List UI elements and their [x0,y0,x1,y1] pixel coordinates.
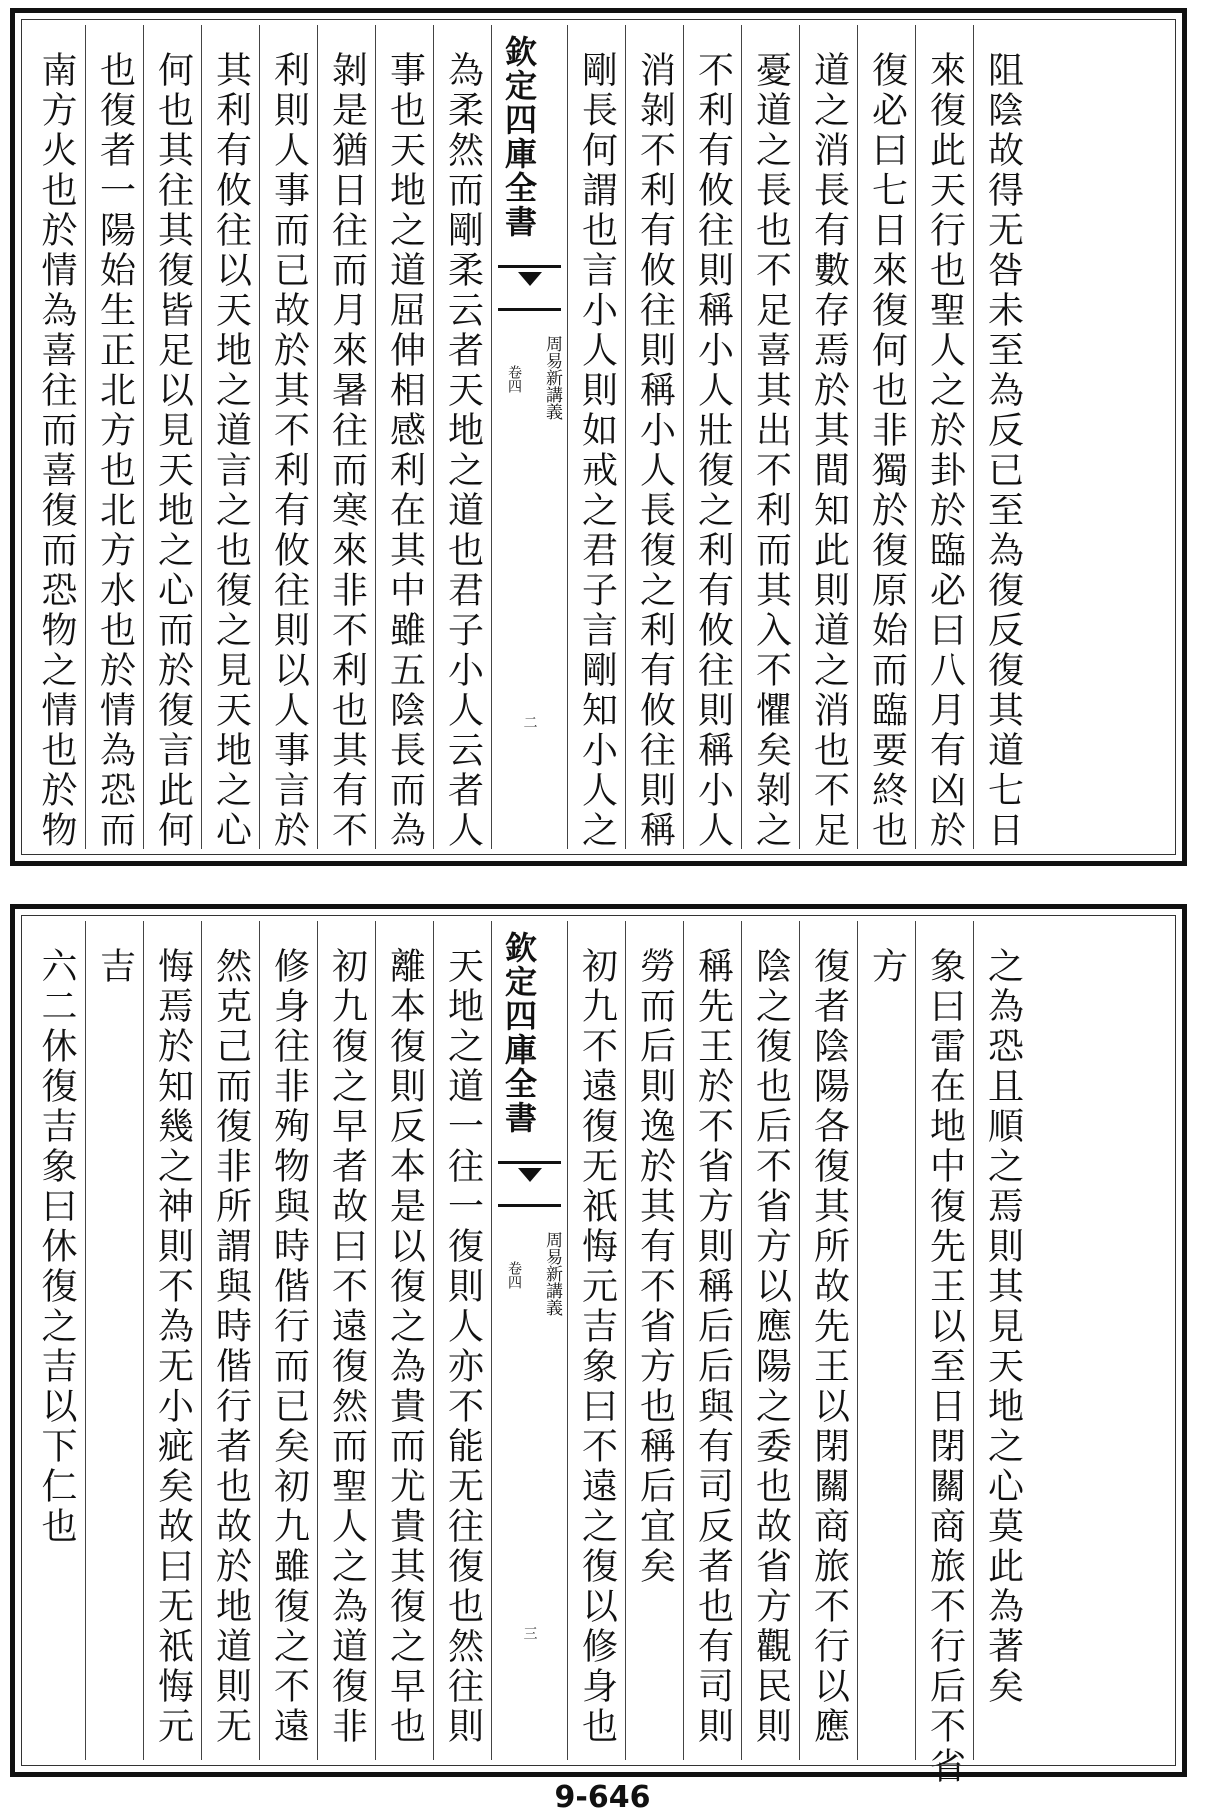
text-column: 初九復之早者故曰不遠復然而聖人之為道復非 [317,921,375,1760]
text-column: 利則人事而已故於其不利有攸往則以人事言於 [259,25,317,849]
text-column: 為柔然而剛柔云者天地之道也君子小人云者人 [433,25,491,849]
bottom-page [10,904,1187,1787]
banner-title: 欽定四庫全書 [500,35,538,239]
banner-title: 欽定四庫全書 [500,931,538,1135]
text-column: 阻陰故得无咎未至為反已至為復反復其道七日 [973,25,1031,849]
text-column: 吉 [85,921,143,1760]
banner-column [491,25,567,849]
top-page [10,8,1187,866]
text-column: 道之消長有數存焉於其間知此則道之消也不足 [799,25,857,849]
banner-volume: 卷四 [506,1261,522,1289]
banner-book: 周易新講義 [542,1231,562,1316]
text-column: 稱先王於不省方則稱后后與有司反者也有司則 [683,921,741,1760]
text-column: 勞而后則逸於其有不省方也稱后宜矣 [625,921,683,1760]
banner-page: 三 [521,1626,538,1640]
text-column: 修身往非殉物與時偕行而已矣初九雖復之不遠 [259,921,317,1760]
page-number: 9-646 [554,1780,651,1815]
text-column: 消剝不利有攸往則稱小人長復之利有攸往則稱 [625,25,683,849]
text-column: 復者陰陽各復其所故先王以閉關商旅不行以應 [799,921,857,1760]
text-column: 方 [857,921,915,1760]
text-column: 之為恐且順之焉則其見天地之心莫此為著矣 [973,921,1031,1760]
fish-tail-mark [498,1161,561,1207]
text-column: 剛長何謂也言小人則如戒之君子言剛知小人之 [567,25,625,849]
fish-tail-mark [498,265,561,311]
text-column: 復必曰七日來復何也非獨於復原始而臨要終也 [857,25,915,849]
text-column: 也復者一陽始生正北方也北方水也於情為恐而 [85,25,143,849]
text-column: 初九不遠復无祇悔元吉象曰不遠之復以修身也 [567,921,625,1760]
text-column: 何也其往其復皆足以見天地之心而於復言此何 [143,25,201,849]
text-column: 不利有攸往則稱小人壯復之利有攸往則稱小人 [683,25,741,849]
banner-volume: 卷四 [506,365,522,393]
text-column: 然克己而復非所謂與時偕行者也故於地道則无 [201,921,259,1760]
text-column: 象曰雷在地中復先王以至日閉關商旅不行后不省 [915,921,973,1760]
text-column: 陰之復也后不省方以應陽之委也故省方觀民則 [741,921,799,1760]
text-column: 天地之道一往一復則人亦不能无往復也然往則 [433,921,491,1760]
banner-book: 周易新講義 [542,335,562,420]
text-column: 離本復則反本是以復之為貴而尤貴其復之早也 [375,921,433,1760]
text-column: 其利有攸往以天地之道言之也復之見天地之心 [201,25,259,849]
text-column: 悔焉於知幾之神則不為无小疵矣故曰无祇悔元 [143,921,201,1760]
text-column: 剝是猶日往而月來暑往而寒來非不利也其有不 [317,25,375,849]
text-column: 事也天地之道屈伸相感利在其中雖五陰長而為 [375,25,433,849]
text-column: 南方火也於情為喜往而喜復而恐物之情也於物 [36,51,77,851]
banner-column [491,921,567,1760]
banner-page: 二 [521,715,538,729]
text-column: 來復此天行也聖人之於卦於臨必曰八月有凶於 [915,25,973,849]
text-column: 憂道之長也不足喜其出不利而其入不懼矣剝之 [741,25,799,849]
text-column: 六二休復吉象曰休復之吉以下仁也 [36,947,77,1547]
